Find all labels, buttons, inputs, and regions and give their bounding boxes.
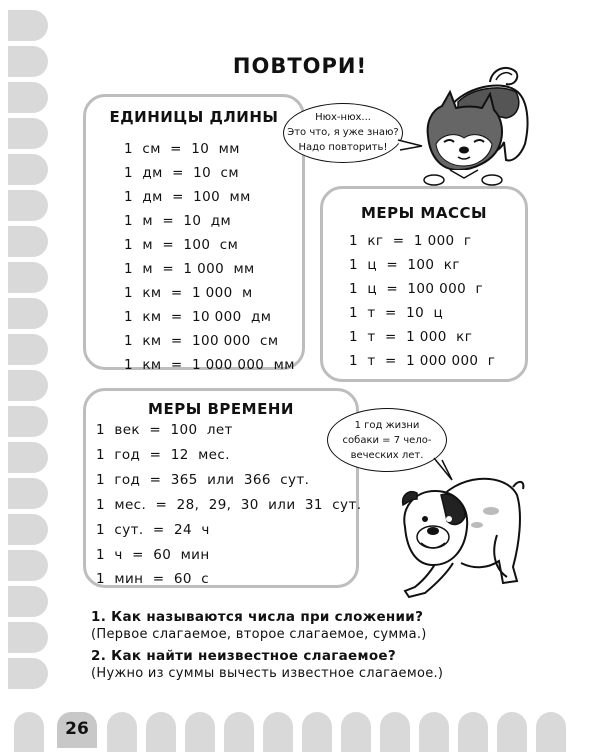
notebook-tab xyxy=(8,622,48,653)
notebook-tab xyxy=(14,712,44,752)
notebook-tab xyxy=(8,190,48,221)
length-row: 1 км = 1 000 м xyxy=(124,285,253,301)
notebook-tab xyxy=(146,712,176,752)
bulldog-illustration xyxy=(395,465,525,615)
bubble-line: Надо повторить! xyxy=(298,142,388,153)
notebook-tab xyxy=(263,712,293,752)
notebook-tab xyxy=(8,118,48,149)
question-2: 2. Как найти неизвестное слагаемое? xyxy=(91,648,396,664)
notebook-tab xyxy=(8,298,48,329)
length-row: 1 км = 100 000 см xyxy=(124,333,279,349)
bubble-line: 1 год жизни xyxy=(354,420,420,431)
notebook-tab xyxy=(8,334,48,365)
answer-1: (Первое слагаемое, второе слагаемое, сумма.) xyxy=(91,627,427,642)
notebook-tab xyxy=(8,370,48,401)
notebook-tab xyxy=(8,658,48,689)
notebook-tab xyxy=(8,442,48,473)
notebook-tab xyxy=(185,712,215,752)
notebook-tab xyxy=(497,712,527,752)
notebook-tab xyxy=(341,712,371,752)
time-units-box xyxy=(83,388,362,588)
length-units-box xyxy=(83,94,305,373)
speech-bubble-bottom xyxy=(327,408,447,472)
bubble-line: веческих лет. xyxy=(350,450,424,461)
mass-units-box xyxy=(320,186,528,382)
notebook-tab xyxy=(8,262,48,293)
mass-row: 1 ц = 100 000 г xyxy=(349,281,483,297)
answer-2: (Нужно из суммы вычесть известное слагаемое.) xyxy=(91,666,444,681)
notebook-tab xyxy=(419,712,449,752)
length-row: 1 м = 1 000 мм xyxy=(124,261,255,277)
notebook-tab xyxy=(8,226,48,257)
time-row: 1 год = 12 мес. xyxy=(96,447,230,463)
mass-row: 1 т = 10 ц xyxy=(349,305,444,321)
page-number: 26 xyxy=(57,712,97,748)
bubble-line: собаки = 7 чело- xyxy=(342,435,432,446)
length-row: 1 см = 10 мм xyxy=(124,141,240,157)
notebook-tab xyxy=(224,712,254,752)
notebook-tab xyxy=(8,550,48,581)
length-row: 1 дм = 10 см xyxy=(124,165,239,181)
notebook-tab xyxy=(8,514,48,545)
time-row: 1 год = 365 или 366 сут. xyxy=(96,472,310,488)
notebook-tab xyxy=(8,154,48,185)
question-1: 1. Как называются числа при сложении? xyxy=(91,609,424,625)
length-row: 1 км = 10 000 дм xyxy=(124,309,272,325)
length-row: 1 м = 10 дм xyxy=(124,213,232,229)
bubble-line: Это что, я уже знаю? xyxy=(287,127,399,138)
time-row: 1 мин = 60 с xyxy=(96,571,210,587)
notebook-tab xyxy=(302,712,332,752)
mass-row: 1 т = 1 000 кг xyxy=(349,329,473,345)
notebook-tab xyxy=(458,712,488,752)
notebook-tab xyxy=(8,586,48,617)
time-row: 1 сут. = 24 ч xyxy=(96,522,210,538)
notebook-tab xyxy=(8,478,48,509)
mass-row: 1 кг = 1 000 г xyxy=(349,233,472,249)
mass-row: 1 ц = 100 кг xyxy=(349,257,460,273)
mass-row: 1 т = 1 000 000 г xyxy=(349,353,496,369)
notebook-tab xyxy=(8,82,48,113)
bubble-line: Нюх-нюх... xyxy=(315,112,371,123)
length-row: 1 км = 1 000 000 мм xyxy=(124,357,295,373)
notebook-tab xyxy=(8,406,48,437)
time-row: 1 век = 100 лет xyxy=(96,422,233,438)
length-row: 1 дм = 100 мм xyxy=(124,189,251,205)
length-row: 1 м = 100 см xyxy=(124,237,239,253)
mass-heading: МЕРЫ МАССЫ xyxy=(360,204,488,222)
time-row: 1 мес. = 28, 29, 30 или 31 сут. xyxy=(96,497,362,513)
speech-bubble-top xyxy=(283,103,403,163)
notebook-tab xyxy=(8,10,48,41)
notebook-tab xyxy=(536,712,566,752)
time-heading: МЕРЫ ВРЕМЕНИ xyxy=(148,400,294,418)
notebook-tab xyxy=(107,712,137,752)
notebook-tab xyxy=(380,712,410,752)
length-heading: ЕДИНИЦЫ ДЛИНЫ xyxy=(109,108,279,126)
page-title: ПОВТОРИ! xyxy=(232,54,368,78)
time-row: 1 ч = 60 мин xyxy=(96,547,210,563)
shiba-dog-illustration xyxy=(420,62,540,192)
